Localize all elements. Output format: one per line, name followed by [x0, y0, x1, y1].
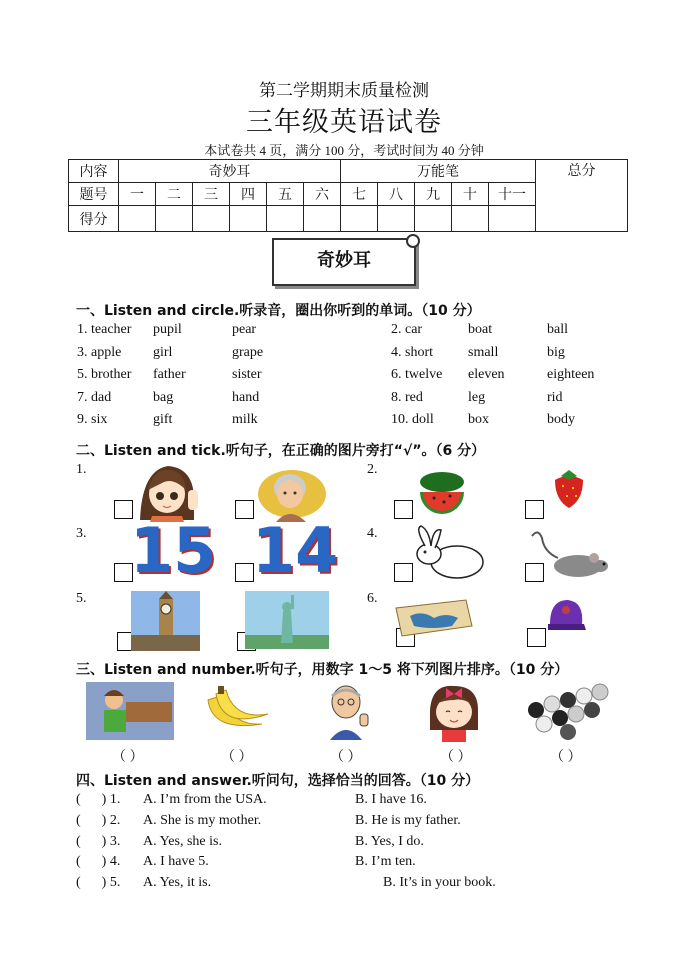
- word-option[interactable]: body: [547, 412, 575, 427]
- word-option[interactable]: leg: [468, 389, 486, 405]
- word-option[interactable]: pear: [232, 322, 257, 337]
- number-15-picture: 15: [130, 514, 217, 587]
- section3-title: 三、Listen and number.听句子，用数字 1～5 将下列图片排序。（10 分）: [76, 662, 569, 678]
- score-cell[interactable]: [489, 206, 536, 232]
- word-option[interactable]: 4. short: [391, 344, 433, 360]
- qnum-11: 十一: [489, 183, 536, 206]
- word-option[interactable]: boat: [468, 322, 493, 337]
- item-6-number: 6.: [367, 591, 378, 606]
- order-blank[interactable]: （ ）: [440, 750, 472, 765]
- score-cell[interactable]: [341, 206, 378, 232]
- answer-blank[interactable]: ( ) 3.: [76, 833, 121, 849]
- mouse-picture: [528, 528, 610, 584]
- answer-blank[interactable]: ( ) 5.: [76, 875, 121, 891]
- score-cell[interactable]: [304, 206, 341, 232]
- word-option[interactable]: 7. dad: [77, 389, 112, 405]
- word-option[interactable]: grape: [232, 344, 264, 360]
- word-option[interactable]: 10. doll: [391, 412, 434, 427]
- word-option[interactable]: 3. apple: [77, 344, 122, 360]
- exam-subtitle: 本试卷共 4 页，满分 100 分，考试时间为 40 分钟: [204, 143, 484, 158]
- banner-label: 奇妙耳: [317, 250, 371, 271]
- option-b[interactable]: B. He is my father.: [355, 812, 461, 828]
- word-option[interactable]: 2. car: [391, 322, 423, 337]
- word-option[interactable]: 5. brother: [77, 367, 132, 382]
- order-blank[interactable]: （ ）: [330, 750, 362, 765]
- section1-title: 一、Listen and circle.听录音，圈出你听到的单词。（10 分）: [76, 303, 481, 319]
- number-14-picture: 14: [252, 514, 339, 587]
- option-a[interactable]: A. Yes, it is.: [143, 875, 212, 891]
- word-option[interactable]: hand: [232, 389, 260, 405]
- strawberry-picture: [549, 466, 589, 510]
- word-option[interactable]: milk: [232, 412, 258, 427]
- girl-waving-picture: [134, 460, 204, 522]
- qnum-1: 一: [119, 183, 156, 206]
- word-option[interactable]: gift: [153, 412, 173, 427]
- question-number-label: 题号: [69, 183, 119, 206]
- bananas-picture: [202, 680, 272, 738]
- cap-picture: [546, 596, 586, 640]
- word-option[interactable]: ball: [547, 322, 568, 337]
- word-option[interactable]: father: [153, 367, 186, 382]
- section-banner: [272, 238, 416, 286]
- order-blank[interactable]: （ ）: [221, 750, 253, 765]
- word-option[interactable]: eighteen: [547, 367, 595, 382]
- word-option[interactable]: rid: [547, 389, 563, 405]
- scroll-curl-icon: [406, 234, 420, 248]
- score-cell[interactable]: [378, 206, 415, 232]
- option-a[interactable]: A. Yes, she is.: [143, 833, 222, 849]
- qnum-8: 八: [378, 183, 415, 206]
- score-label: 得分: [69, 206, 119, 232]
- word-option[interactable]: pupil: [153, 322, 182, 337]
- watermelon-picture: [416, 468, 468, 516]
- answer-blank[interactable]: ( ) 1.: [76, 792, 121, 807]
- score-cell[interactable]: [415, 206, 452, 232]
- qnum-10: 十: [452, 183, 489, 206]
- big-ben-picture: [131, 591, 200, 651]
- option-b[interactable]: B. I have 16.: [355, 792, 427, 807]
- score-table: [68, 159, 628, 232]
- rabbit-picture: [411, 524, 491, 584]
- word-option[interactable]: 1. teacher: [77, 322, 132, 337]
- score-cell[interactable]: [156, 206, 193, 232]
- item-1-number: 1.: [76, 462, 87, 477]
- qnum-6: 六: [304, 183, 341, 206]
- word-option[interactable]: eleven: [468, 367, 505, 382]
- word-option[interactable]: 9. six: [77, 412, 108, 427]
- option-a[interactable]: A. I’m from the USA.: [143, 792, 267, 807]
- item-2-number: 2.: [367, 462, 378, 477]
- girl-with-bow-picture: [422, 680, 486, 742]
- go-stones-picture: [522, 682, 614, 742]
- total-score-cell: [536, 160, 628, 232]
- score-cell[interactable]: [452, 206, 489, 232]
- order-blank[interactable]: （ ）: [550, 750, 582, 765]
- section2-title: 二、Listen and tick.听句子，在正确的图片旁打“√”。（6 分）: [76, 443, 486, 459]
- score-cell[interactable]: [193, 206, 230, 232]
- qnum-7: 七: [341, 183, 378, 206]
- qnum-2: 二: [156, 183, 193, 206]
- total-label: 总分: [567, 163, 596, 179]
- score-cell[interactable]: [119, 206, 156, 232]
- grandma-picture: [256, 462, 328, 522]
- qnum-4: 四: [230, 183, 267, 206]
- tick-box[interactable]: [527, 628, 546, 647]
- option-a[interactable]: A. I have 5.: [143, 854, 209, 870]
- boy-at-desk-picture: [86, 682, 174, 740]
- item-4-number: 4.: [367, 526, 378, 541]
- word-option[interactable]: big: [547, 344, 565, 360]
- option-a[interactable]: A. She is my mother.: [143, 812, 262, 828]
- word-option[interactable]: small: [468, 344, 499, 360]
- qnum-5: 五: [267, 183, 304, 206]
- grandpa-picture: [320, 680, 376, 740]
- word-option[interactable]: sister: [232, 367, 262, 382]
- word-option[interactable]: 6. twelve: [391, 367, 443, 382]
- answer-blank[interactable]: ( ) 2.: [76, 812, 121, 828]
- option-b[interactable]: B. I’m ten.: [355, 854, 416, 870]
- map-picture: [392, 596, 474, 640]
- word-option[interactable]: box: [468, 412, 489, 427]
- order-blank[interactable]: （ ）: [112, 750, 144, 765]
- word-option[interactable]: bag: [153, 389, 174, 405]
- tick-box[interactable]: [394, 500, 413, 519]
- item-3-number: 3.: [76, 526, 87, 541]
- word-option[interactable]: girl: [153, 344, 173, 360]
- group-ear: 奇妙耳: [119, 160, 341, 183]
- exam-title: 三年级英语试卷: [246, 107, 442, 137]
- option-b[interactable]: B. It’s in your book.: [383, 875, 496, 891]
- section4-title: 四、Listen and answer.听问句，选择恰当的回答。（10 分）: [76, 773, 480, 789]
- word-option[interactable]: 8. red: [391, 389, 423, 405]
- score-cell[interactable]: [267, 206, 304, 232]
- group-pen: 万能笔: [341, 160, 536, 183]
- answer-blank[interactable]: ( ) 4.: [76, 854, 121, 870]
- statue-of-liberty-picture: [245, 591, 329, 649]
- content-label: 内容: [69, 160, 119, 183]
- tick-box[interactable]: [525, 500, 544, 519]
- option-b[interactable]: B. Yes, I do.: [355, 833, 424, 849]
- qnum-9: 九: [415, 183, 452, 206]
- qnum-3: 三: [193, 183, 230, 206]
- item-5-number: 5.: [76, 591, 87, 606]
- score-cell[interactable]: [230, 206, 267, 232]
- exam-period-title: 第二学期期末质量检测: [259, 81, 429, 100]
